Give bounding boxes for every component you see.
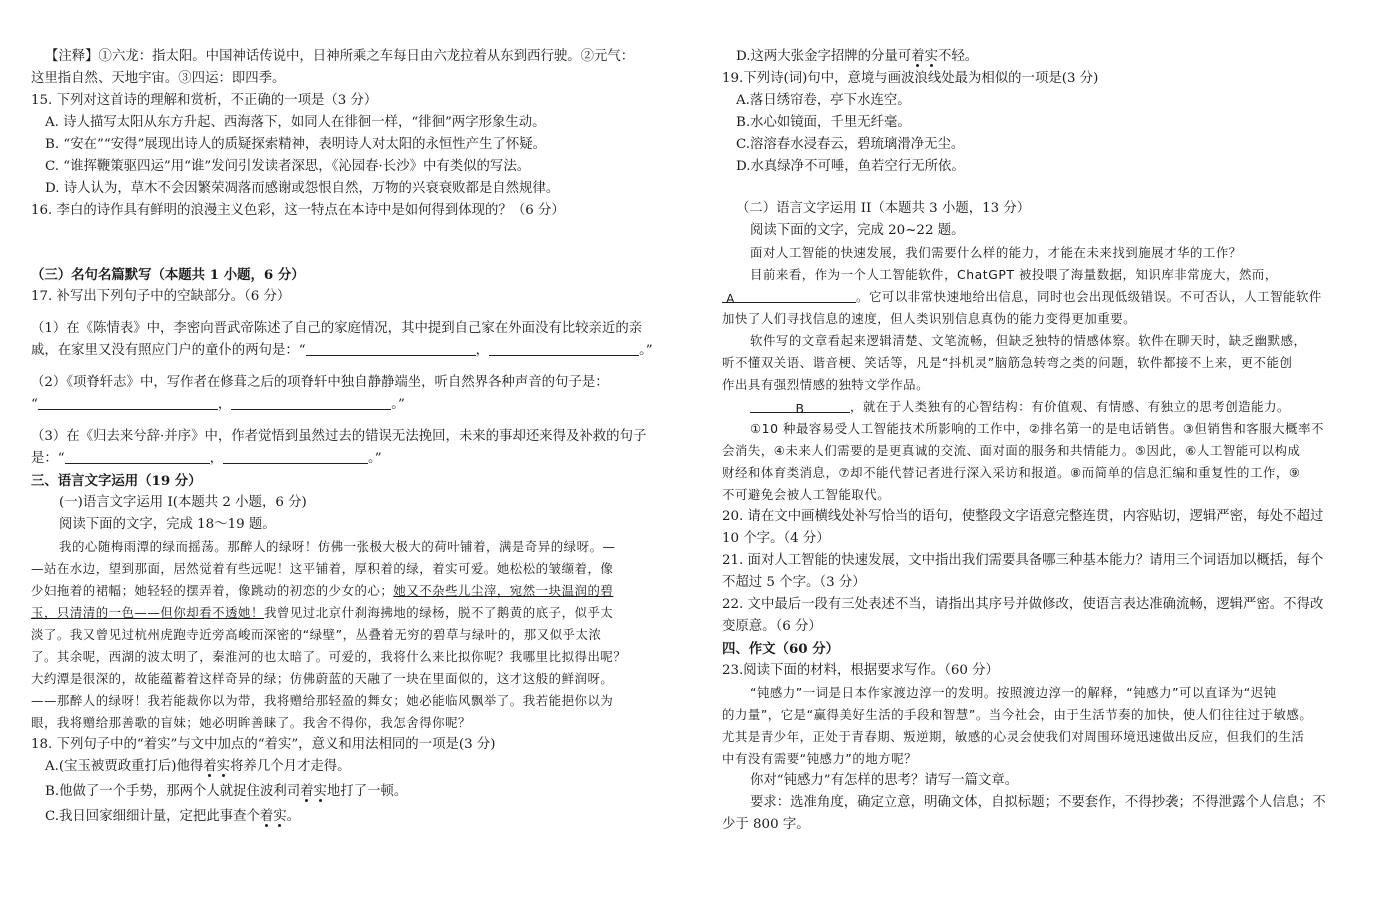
answer-space — [31, 222, 679, 264]
question-17-part-2-line-2: “ ， 。” — [31, 397, 405, 412]
essay-material-line-1: “钝感力”一词是日本作家渡边淳一的发明。按照渡边淳一的解释，“钝感力”可以直译为“迟钝 — [750, 685, 1277, 700]
question-15-option-d: D. 诗人认为，草木不会因繁荣凋落而感谢或怨恨自然，万物的兴衰衰败都是自然规律。 — [45, 181, 560, 196]
fill-blank[interactable] — [231, 395, 391, 410]
essay-requirements-line-2: 少于 800 字。 — [722, 817, 810, 832]
question-18-option-d: D.这两大张金字招牌的分量可着实不轻。 — [736, 49, 979, 64]
question-18-option-a: A.(宝玉被贾政重打后)他得着实将养几个月才走得。 — [45, 759, 351, 774]
question-18-stem: 18. 下列句子中的“着实”与文中加点的“着实”，意义和用法相同的一项是(3 分) — [31, 737, 496, 752]
question-23-stem: 23.阅读下面的材料，根据要求写作。（60 分） — [722, 663, 999, 678]
fill-blank[interactable] — [223, 449, 368, 464]
subsection-2-instruction: 阅读下面的文字，完成 20~22 题。 — [750, 223, 965, 238]
question-21-line-2: 不超过 5 个字。（3 分） — [722, 575, 866, 590]
right-column — [722, 46, 1362, 836]
ai-passage-line-11: 财经和体育类消息，⑦却不能代替记者进行深入采访和报道。⑧而简单的信息汇编和重复性的工作，⑨ — [722, 465, 1301, 480]
part-3-title: 三、语言文字运用（19 分） — [31, 473, 202, 489]
ai-passage-line-3: A 。它可以非常快速地给出信息，同时也会出现低级错误。不可否认，人工智能软件 — [722, 286, 1362, 308]
passage-line-6: 了。其余呢，西湖的波太明了，秦淮河的也太暗了。可爱的，我将什么来比拟你呢？我哪里比拟得出呢？ — [31, 649, 627, 664]
question-17-part-3-line-1: （3）在《归去来兮辞·并序》中，作者觉悟到虽然过去的错误无法挽回，未来的事却还来得及补救的句子 — [31, 429, 647, 444]
essay-material-line-3: 尤其是青少年，正处于青春期、叛逆期，敏感的心灵会使我们对周围环境迅速做出反应，但我们的生活 — [722, 729, 1305, 744]
ai-passage-line-1: 面对人工智能的快速发展，我们需要什么样的能力，才能在未来找到施展才华的工作？ — [750, 245, 1242, 260]
passage-line-8: ——那醉人的绿呀！我若能裁你以为带，我将赠给那轻盈的舞女；她必能临风飘举了。我若能挹你以为 — [31, 693, 614, 708]
essay-prompt: 你对“钝感力”有怎样的思考？请写一篇文章。 — [750, 773, 1019, 788]
question-18-option-c: C.我日回家细细计量，定把此事查个着实。 — [45, 809, 301, 824]
question-17-part-1-line-2: 戚，在家里又没有照应门户的童仆的两句是：“ ， 。” — [31, 343, 653, 358]
blank-b[interactable]: B — [750, 398, 850, 413]
blank-a[interactable]: A — [722, 288, 856, 303]
ai-passage-line-10: 会消失，④未来人们需要的是更真诚的交流、面对面的服务和共情能力。⑤因此，⑥人工智能可以构成 — [722, 443, 1301, 458]
question-19-option-b: B.水心如镜面，千里无纤毫。 — [736, 115, 911, 130]
fill-blank[interactable] — [306, 341, 476, 356]
poem-note-line-2: 这里指自然、天地宇宙。③四运：即四季。 — [31, 71, 286, 86]
question-15-option-c: C. “谁挥鞭策驱四运”用“谁”发问引发读者深思，《沁园春·长沙》中有类似的写法。 — [45, 159, 531, 174]
passage-line-2: —站在水边，望到那面，居然觉着有些远呢！这平铺着，厚积着的绿，着实可爱。她松松的皱缬着，像 — [31, 561, 614, 576]
question-20-line-2: 10 个字。（4 分） — [722, 531, 830, 546]
ai-passage-line-8: B ，就在于人类独有的心智结构：有价值观、有情感、有独立的思考创造能力。 — [722, 396, 1362, 418]
question-15-option-a: A. 诗人描写太阳从东方升起、西海落下，如同人在徘徊一样，“徘徊”两字形象生动。 — [45, 115, 546, 130]
question-17-stem: 17. 补写出下列句子中的空缺部分。（6 分） — [31, 289, 291, 304]
subsection-1-instruction: 阅读下面的文字，完成 18～19 题。 — [59, 517, 276, 532]
wavy-underlined-text: 她又不杂些儿尘滓，宛然一块温润的碧 — [393, 583, 614, 598]
question-22-line-1: 22. 文中最后一段有三处表述不当，请指出其序号并做修改，使语言表达准确流畅，逻辑严密。不得改 — [722, 597, 1324, 612]
passage-line-4: 玉，只清清的一色——但你却看不透她！我曾见过北京什刹海拂地的绿杨，脱不了鹅黄的底子，似乎太 — [31, 605, 614, 620]
passage-line-3: 少妇拖着的裙幅；她轻轻的摆弄着，像跳动的初恋的少女的心；她又不杂些儿尘滓，宛然一块温润的碧 — [31, 583, 614, 598]
section-3-title: （三）名句名篇默写（本题共 1 小题，6 分） — [31, 267, 305, 283]
ai-passage-line-5: 软件写的文章看起来逻辑清楚、文笔流畅，但缺乏独特的情感体察。软件在聊天时，缺乏幽默感， — [750, 333, 1307, 348]
question-19-option-d: D.水真绿净不可唾，鱼若空行无所依。 — [736, 159, 965, 174]
ai-passage-line-6: 听不懂双关语、谐音梗、笑话等，凡是“抖机灵”脑筋急转弯之类的问题，软件都接不上来，更不能创 — [722, 355, 1293, 370]
left-column — [31, 46, 679, 828]
fill-blank[interactable] — [38, 395, 218, 410]
wavy-underlined-text: 玉，只清清的一色——但你却看不透她！ — [31, 605, 264, 620]
question-17-part-3-line-2: 是：“ ， 。” — [31, 451, 382, 466]
question-17-part-1-line-1: （1）在《陈情表》中，李密向晋武帝陈述了自己的家庭情况，其中提到自己家在外面没有比较亲近的亲 — [31, 321, 643, 336]
question-18-option-b: B.他做了一个手势，那两个人就捉住波利司着实地打了一顿。 — [45, 784, 408, 799]
passage-line-9: 眼，我将赠给那善歌的盲妹；她必明眸善睐了。我舍不得你，我怎舍得你呢？ — [31, 715, 471, 730]
passage-line-1: 我的心随梅雨潭的绿而摇荡。那醉人的绿呀！仿佛一张极大极大的荷叶铺着，满是奇异的绿呀。— — [59, 539, 616, 554]
ai-passage-line-12: 不可避免会被人工智能取代。 — [722, 487, 891, 502]
passage-line-7: 大约潭是很深的，故能蕴蓄着这样奇异的绿；仿佛蔚蓝的天融了一块在里面似的，这才这般的鲜润呀。 — [31, 671, 614, 686]
question-17-part-2-line-1: （2）《项脊轩志》中，写作者在修葺之后的项脊轩中独自静静端坐，听自然界各种声音的句子是： — [31, 375, 609, 390]
ai-passage-line-7: 作出具有强烈情感的独特文学作品。 — [722, 377, 930, 392]
question-21-line-1: 21. 面对人工智能的快速发展，文中指出我们需要具备哪三种基本能力？请用三个词语加以概括，每个 — [722, 553, 1324, 568]
question-22-line-2: 变原意。（6 分） — [722, 619, 822, 634]
question-20-line-1: 20. 请在文中画横线处补写恰当的语句，使整段文字语意完整连贯，内容贴切，逻辑严密，每处不超过 — [722, 509, 1324, 524]
question-19-stem: 19.下列诗(词)句中，意境与画波浪线处最为相似的一项是(3 分) — [722, 71, 1099, 86]
question-16-stem: 16. 李白的诗作具有鲜明的浪漫主义色彩，这一特点在本诗中是如何得到体现的？（6 分） — [31, 203, 565, 218]
ai-passage-line-4: 加快了人们寻找信息的速度，但人类识别信息真伪的能力变得更加重要。 — [722, 311, 1137, 326]
subsection-2-title: （二）语言文字运用 II（本题共 3 小题，13 分） — [736, 201, 1031, 216]
poem-note-line-1: 【注释】①六龙：指太阳。中国神话传说中，日神所乘之车每日由六龙拉着从东到西行驶。②元气： — [45, 49, 635, 64]
fill-blank[interactable] — [489, 341, 639, 356]
essay-requirements-line-1: 要求：选准角度，确定立意，明确文体，自拟标题；不要套作，不得抄袭；不得泄露个人信息；不 — [750, 795, 1326, 810]
ai-passage-line-9: ①10 种最容易受人工智能技术所影响的工作中，②排名第一的是电话销售。③但销售和客服大概率不 — [750, 421, 1324, 436]
question-15-option-b: B. “安在”“安得”展现出诗人的质疑探索精神，表明诗人对太阳的永恒性产生了怀疑。 — [45, 137, 547, 152]
question-15-stem: 15. 下列对这首诗的理解和赏析，不正确的一项是（3 分） — [31, 93, 378, 108]
question-19-option-c: C.溶溶春水浸春云，碧琉璃滑净无尘。 — [736, 137, 965, 152]
question-19-option-a: A.落日绣帘卷，亭下水连空。 — [736, 93, 911, 108]
part-4-title: 四、作文（60 分） — [722, 641, 840, 657]
fill-blank[interactable] — [65, 449, 210, 464]
passage-line-5: 淡了。我又曾见过杭州虎跑寺近旁高峻而深密的“绿壁”，丛叠着无穷的碧草与绿叶的，那又似乎太浓 — [31, 627, 602, 642]
ai-passage-line-2: 目前来看，作为一个人工智能软件，ChatGPT 被投喂了海量数据，知识库非常庞大，然而， — [750, 267, 1278, 282]
essay-material-line-4: 中有没有需要“钝感力”的地方呢？ — [722, 751, 918, 766]
essay-material-line-2: 的力量”，它是“赢得美好生活的手段和智慧”。当今社会，由于生活节奏的加快，使人们往往过于敏感。 — [722, 707, 1313, 722]
subsection-1-title: (一)语言文字运用 I(本题共 2 小题，6 分) — [59, 495, 307, 510]
